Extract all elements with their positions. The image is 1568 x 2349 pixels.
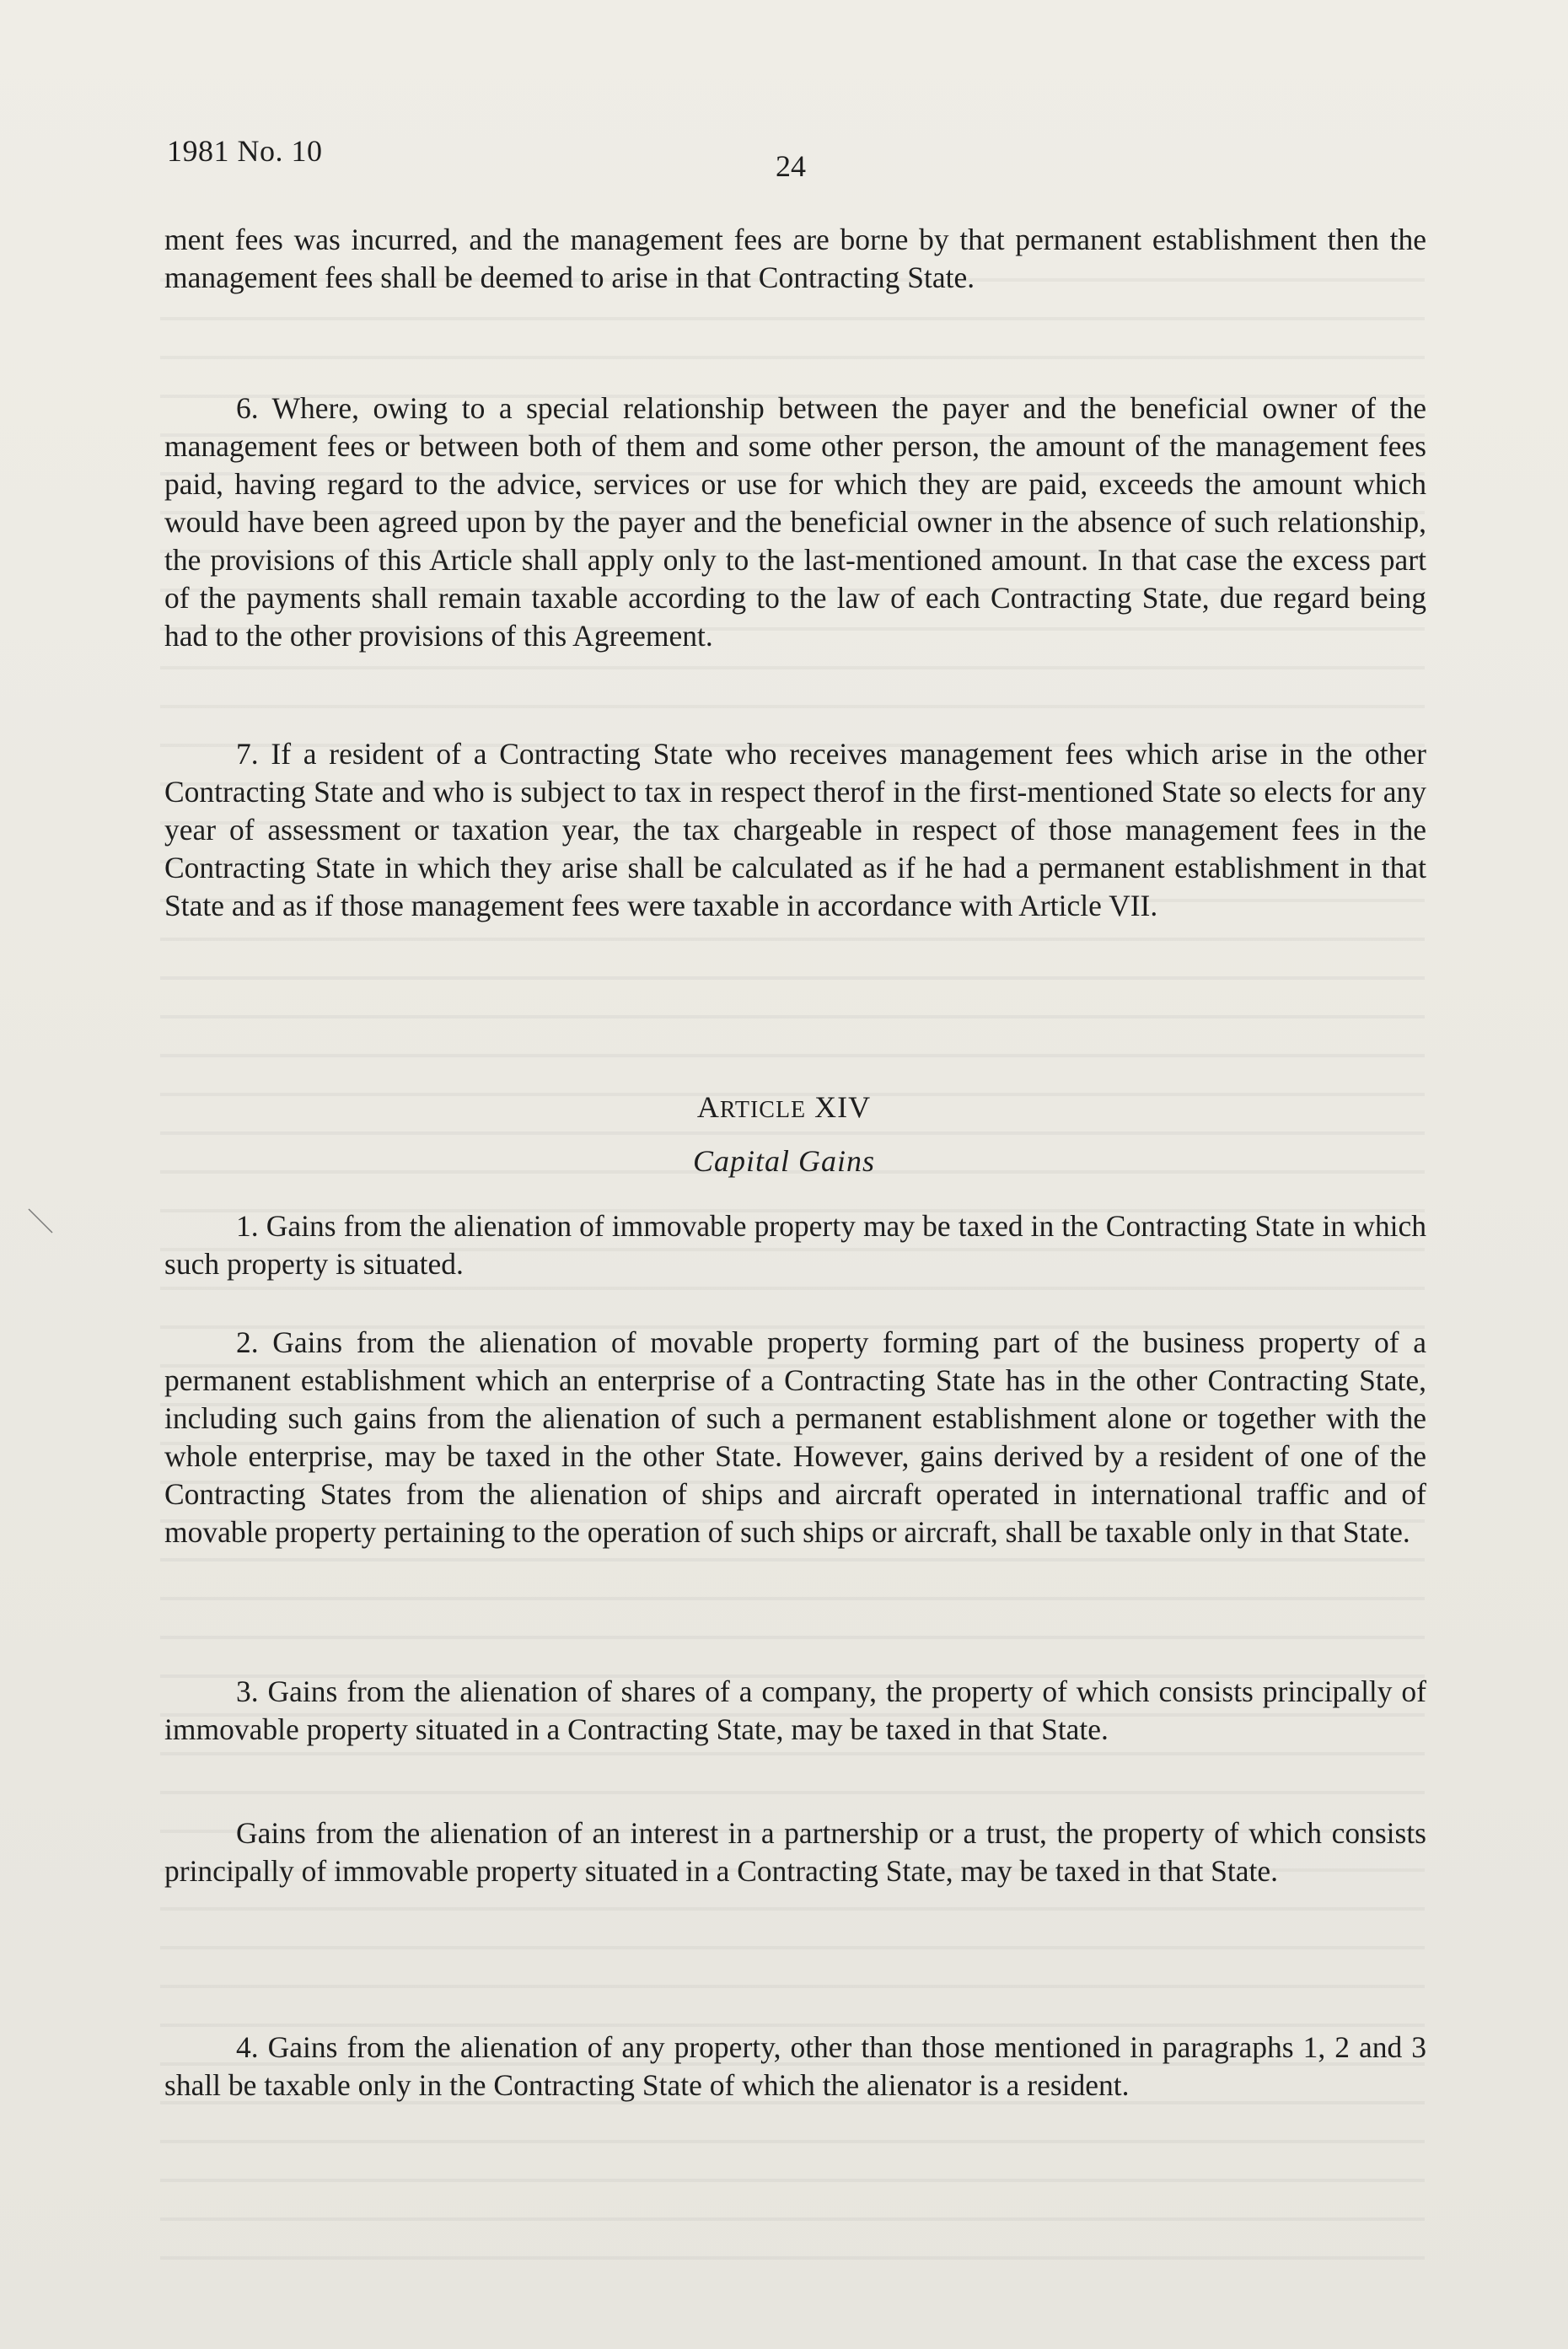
margin-tick-mark <box>25 1204 56 1238</box>
gazette-reference: 1981 No. 10 <box>167 134 323 168</box>
continuation-paragraph: ment fees was incurred, and the management fees are borne by that permanent establishment then the management fees shall be deemed to arise in that Contracting State. <box>164 223 1426 294</box>
paragraph-7: 7. If a resident of a Contracting State who receives management fees which arise in the other Contracting State and who is subject to tax in respect therof in the first-mentioned State so elects for any year of assessment or taxation year, the tax chargeable in respect of those management fees in the Contracting State in which they arise shall be calculated as if he had a permanent establishment in that State and as if those management fees were taxable in accordance with Article VII. <box>164 737 1426 922</box>
page-number: 24 <box>776 149 806 183</box>
article-title-initial: A <box>696 1090 720 1124</box>
article-title <box>0 1089 1568 1125</box>
article-title-word: RTICLE <box>719 1097 807 1123</box>
article-paragraph-3: 3. Gains from the alienation of shares of a company, the property of which consists principally of immovable property situated in a Contracting State, may be taxed in that State. <box>164 1674 1426 1746</box>
paragraph-6: 6. Where, owing to a special relationship between the payer and the beneficial owner of the management fees or between both of them and some other person, the amount of the management fees paid, having regard to the advice, services or use for which they are paid, exceeds the amount which would have been agreed upon by the payer and the beneficial owner in the absence of such relationship, the provisions of this Article shall apply only to the last-mentioned amount. In that case the excess part of the payments shall remain taxable according to the law of each Contracting State, due regard being had to the other provisions of this Agreement. <box>164 391 1426 653</box>
article-title-number: XIV <box>806 1090 872 1124</box>
article-paragraph-4: 4. Gains from the alienation of any property, other than those mentioned in paragraphs 1, 2 and 3 shall be taxable only in the Contracting State of which the alienator is a resident. <box>164 2030 1426 2102</box>
article-paragraph-1: 1. Gains from the alienation of immovable property may be taxed in the Contracting State in which such property is situated. <box>164 1209 1426 1281</box>
article-paragraph-2: 2. Gains from the alienation of movable property forming part of the business property of a permanent establishment which an enterprise of a Contracting State has in the other Contracting State, including such gains from the alienation of such a permanent establishment alone or together with the whole enterprise, may be taxed in the other State. However, gains derived by a resident of one of the Contracting States from the alienation of ships and aircraft operated in international traffic and of movable property pertaining to the operation of such ships or aircraft, shall be taxable only in that State. <box>164 1325 1426 1549</box>
article-paragraph-3-continued: Gains from the alienation of an interest in a partnership or a trust, the property of which consists principally of immovable property situated in a Contracting State, may be taxed in that State. <box>164 1816 1426 1888</box>
article-subtitle: Capital Gains <box>692 1144 876 1178</box>
